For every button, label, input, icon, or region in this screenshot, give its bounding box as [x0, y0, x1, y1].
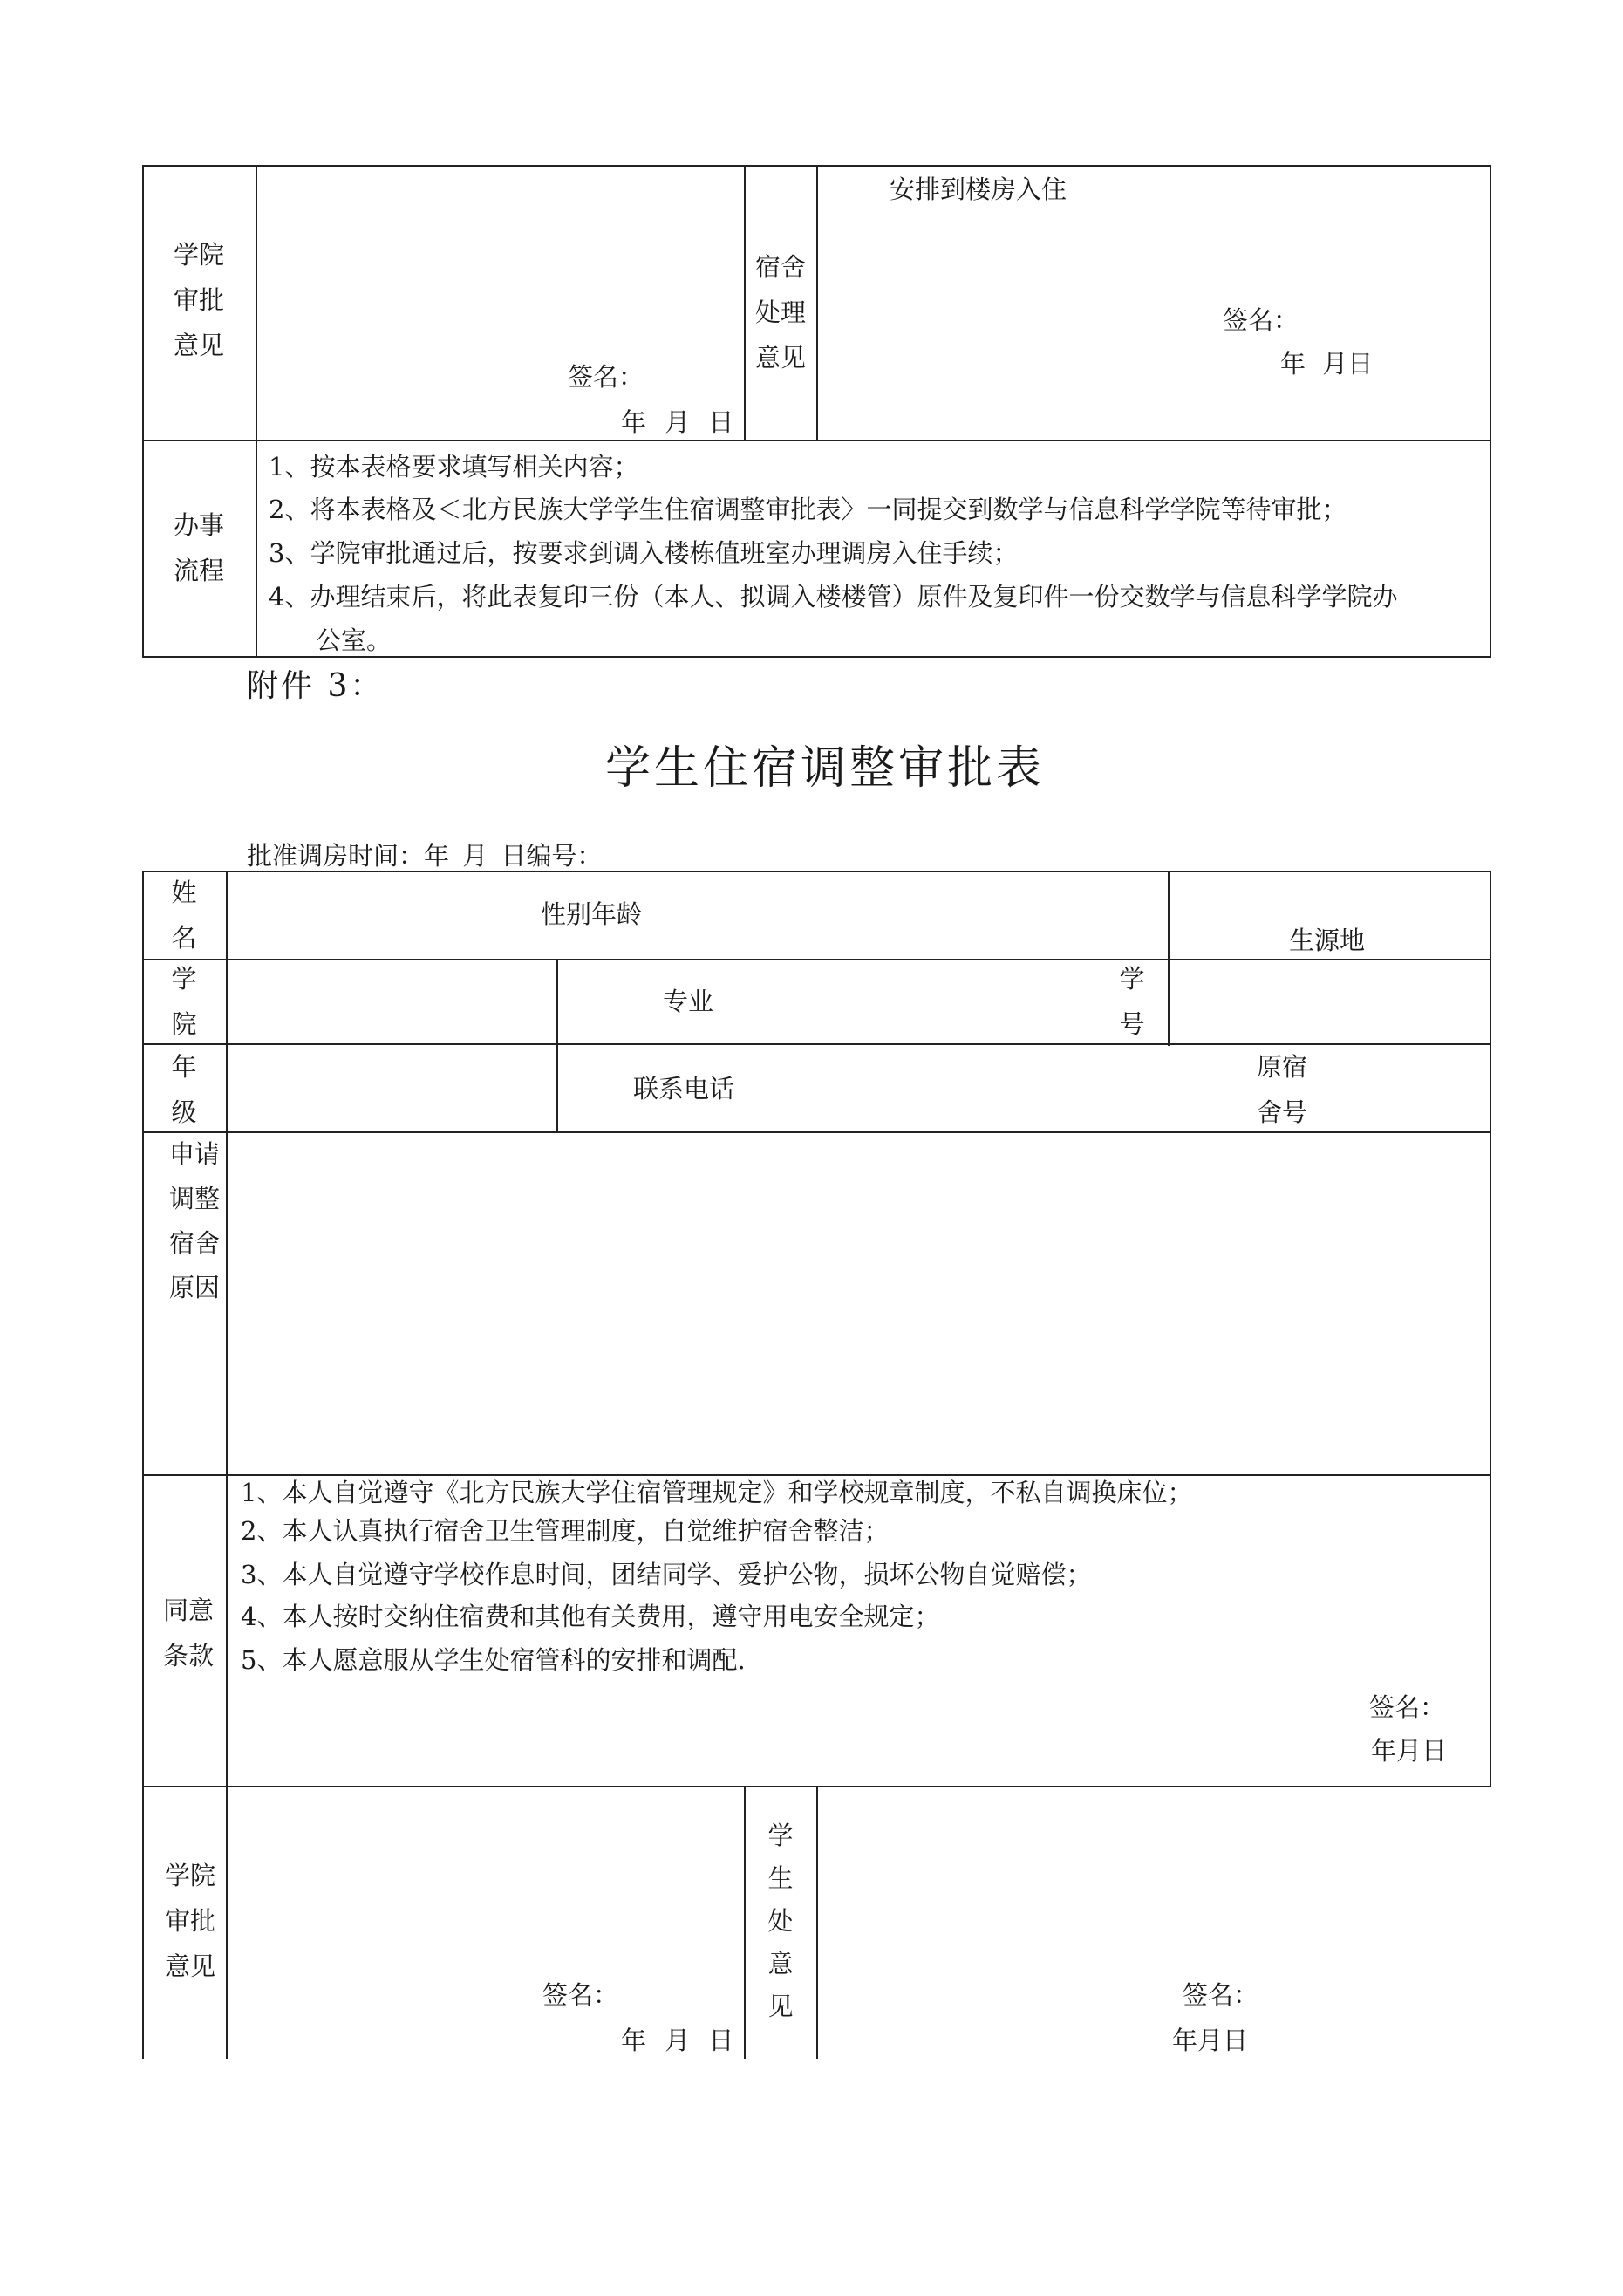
top-dorm-date: 年 月日 [1280, 349, 1374, 379]
origin-label: 生源地 [1289, 926, 1366, 955]
top-dorm-label: 宿舍 处理 意见 [754, 252, 806, 372]
process-item: 2、将本表格及＜北方民族大学学生住宿调整审批表〉一同提交到数学与信息科学学院等待审批； [269, 495, 1347, 524]
reason-label: 申请 调整 宿舍 原因 [168, 1139, 220, 1302]
student-office-label: 学 生 处 意 见 [767, 1821, 794, 2021]
student-office-sign: 签名： [1183, 1980, 1259, 2010]
college-approval-sign: 签名： [542, 1980, 619, 2010]
phone-label: 联系电话 [633, 1074, 735, 1104]
agree-date: 年月日 [1371, 1736, 1448, 1766]
gender-age-label: 性别年龄 [541, 899, 643, 929]
agree-label: 同意 条款 [162, 1596, 214, 1671]
student-no-label: 学 号 [1119, 964, 1145, 1039]
process-label: 办事 流程 [173, 510, 224, 585]
process-item: 4、办理结束后，将此表复印三份（本人、拟调入楼楼管）原件及复印件一份交数学与信息科学学院办 [269, 582, 1398, 612]
dorm-arrange-text: 安排到楼房入住 [890, 174, 1067, 204]
agree-item: 5、本人愿意服从学生处宿管科的安排和调配. [241, 1645, 746, 1675]
orig-dorm-label: 原宿 舍号 [1256, 1052, 1307, 1127]
top-dorm-sign: 签名： [1223, 305, 1299, 335]
process-item: 1、按本表格要求填写相关内容； [269, 452, 639, 482]
college-approval-label: 学院 审批 意见 [164, 1861, 215, 1981]
process-item: 公室。 [316, 625, 392, 655]
top-college-approval-label: 学院 审批 意见 [173, 240, 224, 360]
agree-item: 2、本人认真执行宿舍卫生管理制度，自觉维护宿舍整洁； [241, 1516, 890, 1546]
approval-time-line: 批准调房时间：年 月 日编号： [247, 841, 603, 871]
agree-item: 1、本人自觉遵守《北方民族大学住宿管理规定》和学校规章制度，不私自调换床位； [241, 1478, 1193, 1507]
college-label: 学 院 [171, 964, 197, 1039]
major-label: 专业 [663, 987, 714, 1016]
attachment-label: 附件 3： [247, 668, 385, 704]
name-label: 姓 名 [171, 878, 197, 953]
college-approval-date: 年 月 日 [621, 2026, 734, 2055]
agree-sign: 签名： [1369, 1692, 1446, 1722]
process-item: 3、学院审批通过后，按要求到调入楼栋值班室办理调房入住手续； [269, 538, 1019, 568]
top-college-date: 年 月 日 [621, 407, 734, 437]
grade-label: 年 级 [171, 1052, 197, 1127]
form-title: 学生住宿调整审批表 [605, 742, 1046, 795]
student-office-date: 年月日 [1172, 2026, 1249, 2055]
agree-item: 4、本人按时交纳住宿费和其他有关费用，遵守用电安全规定； [241, 1602, 940, 1631]
top-college-sign: 签名： [568, 362, 644, 392]
agree-item: 3、本人自觉遵守学校作息时间，团结同学、爱护公物，损坏公物自觉赔偿； [241, 1560, 1092, 1589]
